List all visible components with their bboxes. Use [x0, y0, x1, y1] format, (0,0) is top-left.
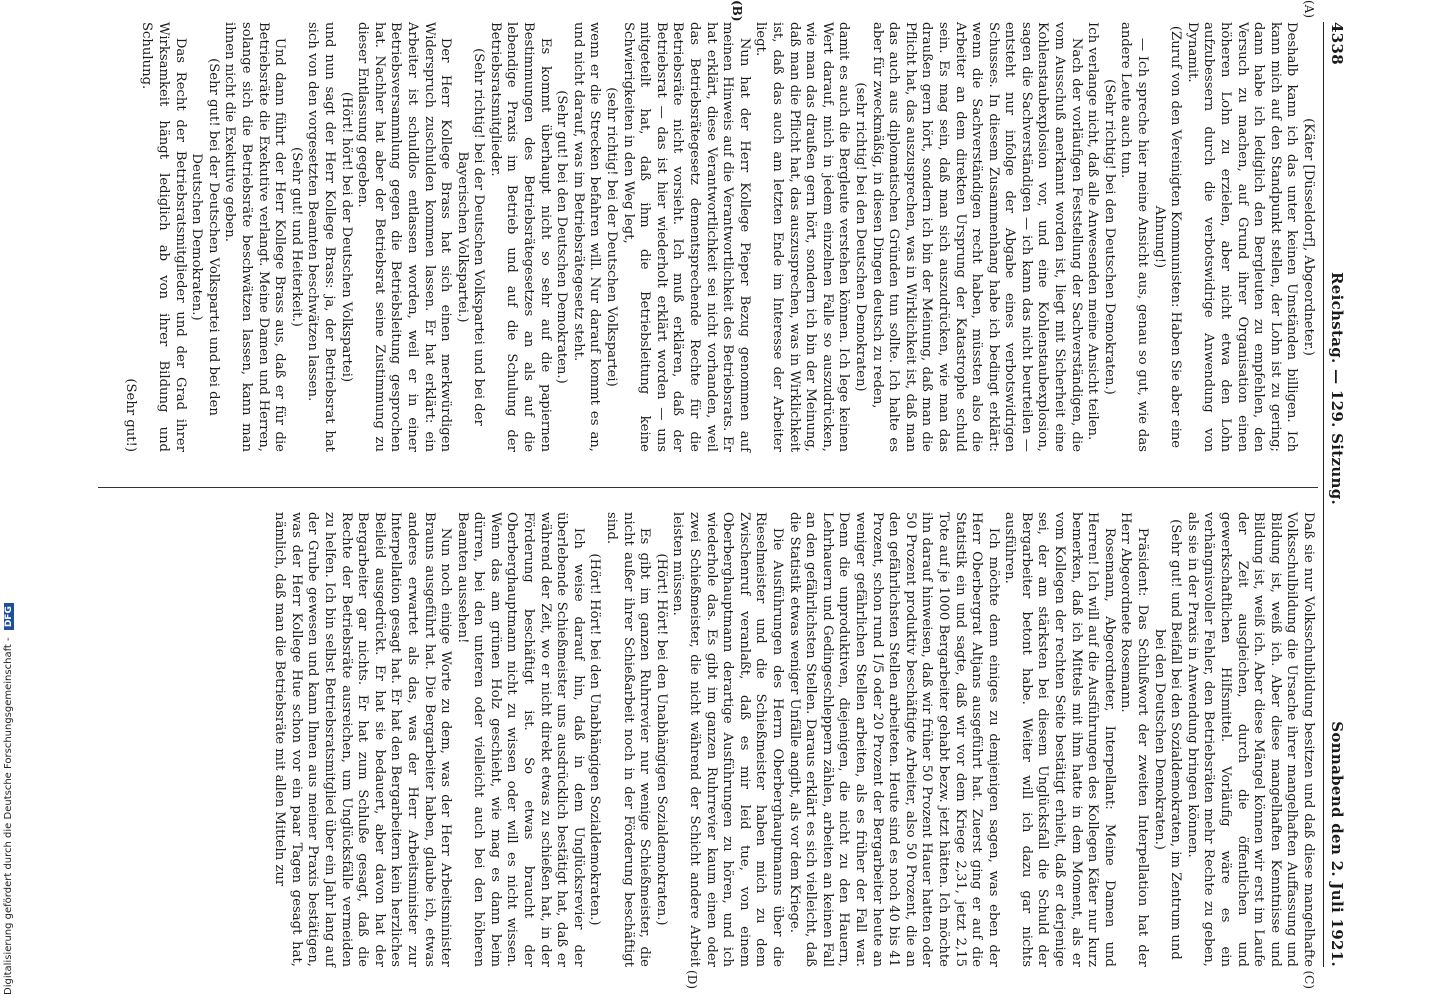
paragraph: Das Recht der Betriebsratsmitglieder und der Grad ihrer Wirksamkeit hängt lediglich ab von ihrer Bildung und Schulung. — [139, 22, 188, 452]
credit-text: Digitalisierung gefördert durch die Deutsche Forschungsgemeinschaft - — [3, 637, 14, 995]
paragraph: Präsident: Das Schlußwort der zweiten Interpellation hat der Herr Abgeordnete Rosemann. — [1118, 512, 1151, 967]
page-title: Reichstag. — 129. Sitzung. — [1328, 272, 1346, 506]
interjection: (Sehr gut! und Heiterkeit.) — [288, 147, 304, 327]
page-number: 4338 — [1328, 22, 1346, 65]
column-divider — [98, 487, 1318, 488]
interjection: (Sehr richtig! bei der Deutschen Volkspartei und bei der Bayerischen Volkspartei.) — [454, 48, 487, 426]
session-date: Sonnabend den 2. Juli 1921. — [1328, 721, 1346, 967]
paragraph: Es gibt im ganzen Ruhrrevier nur wenige Schießmeister, die nicht außer ihrer Schießarbeit noch in der Förderung beschäftigt sind. — [604, 512, 653, 967]
paragraph: Ich verlange nicht, daß alle Anwesenden meine Ansicht teilen. — [1085, 22, 1101, 441]
interjection: (Käter [Düsseldorf], Abgeordneter.) — [1301, 118, 1316, 356]
dfg-logo-icon: DFG — [4, 603, 14, 630]
paragraph: Daß sie nur Volksschulbildung besitzen und daß diese mangelhafte Volksschulbildung die Ursache ihrer mangelhaften Auffassung und Bildung ist, weiß ich. Aber diese mangelhaften Kenntnisse und Bildung ist, weiß ich. Aber diese Mängel können wir erst im Laufe der Zeit ausgleichen, durch die öffentlichen und gewerkschaftlichen Hilfsmittel. Vorläufig wäre es ein verhängnisvoller Fehler, den Betriebsräten mehr Rechte zu geben, als sie in der Praxis in Anwendung bringen können. — [1184, 512, 1316, 967]
interjection: (Hört! Hört! bei den Unabhängigen Sozialdemokraten.) — [587, 553, 603, 926]
right-column — [271, 512, 1316, 967]
paragraph: Nun hat der Herr Kollege Pieper Bezug genommen auf meinen Hinweis auf die Verantwortlichkeit des Betriebsrats. Er hat erklärt, diese Verantwortlichkeit sei nicht vorhanden, weil das Betriebsrätegesetz dementsprechende Rechte für die Betriebsräte nicht vorsieht. Ich muß erklären, daß der Betriebsrat — das ist hier wiederholt erklärt worden — uns mitgeteilt hat, daß ihm die Betriebsleitung keine Schwierigkeiten in den Weg legt, — [620, 22, 752, 452]
page-header — [1324, 22, 1346, 967]
paragraph: Deshalb kann ich das unter keinen Umständen billigen. Ich kann mich auf den Standpunkt stellen, der Lohn ist zu gering; dann habe ich lediglich den Bergleuten zu empfehlen, den Versuch zu machen, auf Grund ihrer Organisation einen höheren Lohn zu erzielen, aber nicht etwa den Lohn aufzubessern durch die verbotswidrige Anwendung von Dynamit. — [1184, 22, 1300, 452]
margin-marker-a: (A) — [1302, 0, 1316, 19]
margin-marker-d: (D) — [685, 970, 699, 989]
margin-marker-c: (C) — [1302, 970, 1316, 989]
page-body — [74, 0, 1434, 989]
paragraph: Und dann führt der Herr Kollege Brass aus, daß er für die Betriebsräte die Exekutive verlangt. Meine Damen und Herren, solange sich die Betriebsräte beschwätzen lassen, kann man ihnen nicht die Exekutive geben. — [222, 22, 288, 452]
interjection: (sehr richtig! bei den Deutschen Demokraten) — [852, 82, 868, 392]
paragraph: Nun noch einige Worte zu dem, was der Herr Arbeitsminister Brauns ausgeführt hat. Die Bergarbeiter haben, glaube ich, etwas anderes erwartet als das, was der Herr Arbeitsminister zur Interpellation gesagt hat. Er hat den Bergarbeitern kein herzliches Beileid ausgedrückt. Er hat sie bedauert, aber davon hat der Bergarbeiter gar nichts. Er hat zum Schluße gesagt, daß die Rechte der Betriebsräte ausreichen, um Unglücksfälle vermeiden zu helfen. Ich bin selbst Betriebsratsmitglied über ein Jahr lang auf der Grube gewesen und kann Ihnen aus meiner Praxis bestätigen, was der Herr Kollege Hue schon vor ein paar Tagen gesagt hat, nämlich, daß man die Betriebsräte mit allen Mitteln zur — [272, 512, 454, 967]
interjection: (Hört! hört! bei der Deutschen Volkspartei) — [338, 91, 354, 383]
paragraph: Nach der vorläufigen Feststellung der Sachverständigen, die vom Ausschuß anerkannt worden ist, liegt mit Sicherheit eine Kohlenstaubexplosion vor, und eine Kohlenstaubexplosion, sagen die Sachverständigen — ich kann das nicht beurteilen — entsteht nur infolge der Abgabe eines verbotswidrigen Schusses. In diesem Zusammenhang habe ich bedingt erklärt: wenn die Sachverständigen recht haben, müssten also die Arbeiter an dem direkten Ursprung der Katastrophe schuld sein. Es mag sein, daß man sich auszudrücken, wie man das draußen gern hört, sondern ich bin der Meinung, daß man die Pflicht hat, das auszusprechen, was in Wirklichkeit ist, daß man das auch aus diplomatischen Gründen tun sollte. Ich halte es aber für zweckmäßig, in diesen Dingen deutsch zu reden, — [869, 22, 1084, 452]
header-rule — [1323, 22, 1324, 967]
interjection: (sehr richtig! bei der Deutschen Volkspartei) — [604, 87, 620, 387]
interjection: (Sehr richtig! bei den Deutschen Demokraten.) — [1101, 79, 1117, 395]
paragraph: und nun sagt der Herr Kollege Brass: ja, der Betriebsrat hat sich von den vorgesetzten Beamten beschwätzen lassen. — [305, 22, 337, 452]
paragraph: Der Herr Kollege Brass hat sich einen merkwürdigen Widerspruch zuschulden kommen lassen. Er hat erklärt: ein Arbeiter ist schuldlos entlassen worden, weil er in einer Betriebsversammlung gegen die Betriebsleitung gesprochen hat. Nachher hat aber der Betriebsrat seine Zustimmung zu dieser Entlassung gegeben. — [355, 22, 454, 452]
paragraph: Rosemann, Abgeordneter, Interpellant: Meine Damen und Herren! Ich will auf die Ausführungen des Kollegen Käter nur kurz bemerken, daß ich Mittels mit ihm hatte in dem Moment, als er vom Kollegen der rechten Seite bestätigt erhielt, daß er derjenige sei, der am stärksten bei diesem Unglücksfall die Schuld der Bergarbeiter betont habe. Weiter will ich dazu gar nichts ausführen. — [1002, 512, 1117, 967]
left-column — [121, 22, 1316, 452]
interjection: (Sehr gut! bei den Deutschen Demokraten.) — [554, 90, 570, 384]
paragraph: Ich weise darauf hin, daß in dem Unglücksrevier der überlebende Schießmeister uns ausdrücklich bestätigt hat, daß er während der Zeit, wo er nicht direkt etwas zu schießen hat, in der Förderung beschäftigt ist. So etwas braucht der Oberberghauptmann nicht zu wissen oder will es nicht wissen. Wenn das am grünen Holz geschieht, wie mag es dann beim dürren, bei den unteren oder vielleicht auch bei den höheren Beamten aussehen! — [454, 512, 586, 967]
interjection: (Sehr gut! bei der Deutschen Volkspartei und bei den Deutschen Demokraten.) — [189, 58, 221, 416]
paragraph: wenn er die Strecken befahren will. Nur darauf kommt es an, und nicht darauf, was im Betriebsrätegesetz steht. — [570, 22, 603, 452]
interjection: (Sehr gut! und Beifall bei den Sozialdemokraten, im Zentrum und bei den Deutschen Demokraten.) — [1151, 519, 1184, 960]
interjection: (Zuruf von den Vereinigten Kommunisten: Haben Sie aber eine Ahnung!) — [1151, 25, 1184, 449]
paragraph: damit es auch die Bergleute verstehen können. Ich lege keinen Wert darauf, mich in jedem einzelnen Falle so auszudrücken, wie man das draußen gern hört, sondern ich bin der Meinung, daß man die Pflicht hat, das auszusprechen, was in Wirklichkeit ist, daß das auch am letzten Ende im Interesse der Arbeiter liegt. — [753, 22, 852, 452]
paragraph: Ich möchte denn einiges zu demjenigen sagen, was eben der Herr Oberbergrat Altjans ausgeführt hat. Zuerst ging er auf die Statistik ein und sagte, daß wir vor dem Kriege 2,31, jetzt 2,15 Tote auf je 1000 Bergarbeiter gehabt bezw. jetzt hätten. Ich möchte ihn darauf hinweisen, daß wir früher 50 Prozent Hauer hatten oder 50 Prozent produktiv beschäftigte Arbeiter, also 50 Prozent, die an den gefährlichsten Stellen arbeiteten. Heute sind es noch 40 bis 41 Prozent, schon rund 1/5 oder 20 Prozent der Bergarbeiter heute an weniger gefährlichen Stellen arbeiten, als es früher der Fall war. Denn die unproduktiven, diejenigen, die nicht zu den Hauern, Lehrhauern und Gedingeschleppern zählen, arbeiten an keinen Fall an den gefährlichsten Stellen. Daraus erklärt es sich vielleicht, daß die Statistik etwas weniger Unfälle angibt, als vor dem Kriege. — [786, 512, 1001, 967]
margin-marker-b: (B) — [730, 0, 744, 22]
digitization-credit — [3, 0, 14, 995]
paragraph: — Ich spreche hier meine Ansicht aus, genau so gut, wie das andere Leute auch tun. — [1118, 22, 1151, 452]
interjection: (Hört! Hört! bei den Unabhängigen Sozialdemokraten.) — [653, 553, 669, 926]
interjection: (Sehr gut!) — [122, 378, 138, 452]
paragraph: Die Ausführungen des Herrn Oberberghauptmanns über die Rieselmeister und die Schießmeister haben mich zu dem Zwischenruf veranlaßt, daß es mir leid tue, von einem Oberberghauptmann derartige Ausführungen zu hören, und ich wiederhole das. Es gibt im ganzen Ruhrrevier kaum einen oder zwei Schießmeister, die nicht während der Schicht andere Arbeit leisten müssen. — [670, 512, 785, 967]
digitization-credit-strip — [0, 0, 22, 1000]
paragraph: Es kommt überhaupt nicht so sehr auf die papiernen Bestimmungen des Betriebsrätegesetzes an als auf die lebendige Praxis im Betrieb und auf die Schulung der Betriebsratsmitglieder. — [487, 22, 553, 452]
